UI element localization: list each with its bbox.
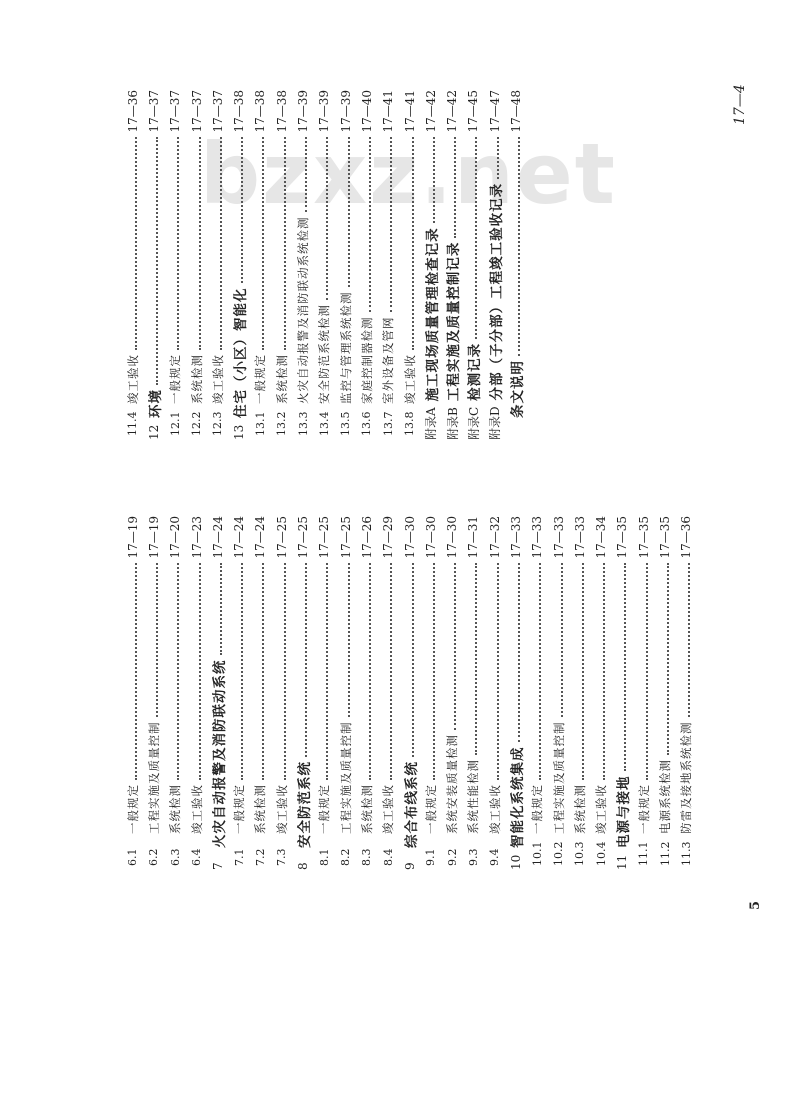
dot-leader — [688, 563, 690, 718]
toc-entry[interactable] — [420, 90, 441, 440]
toc-entry-page: 17—35 — [658, 516, 673, 559]
toc-entry-title: 竣工验收 — [381, 784, 396, 834]
dot-leader — [177, 563, 179, 780]
dot-leader — [199, 563, 201, 780]
running-head: 17—4 — [732, 84, 748, 125]
toc-entry[interactable] — [463, 90, 484, 440]
toc-entry[interactable] — [356, 516, 377, 870]
toc-entry-title: 防雷及接地系统检测 — [679, 721, 694, 834]
toc-entry[interactable] — [292, 516, 313, 870]
toc-entry-page: 17—36 — [125, 90, 140, 133]
toc-entry-page: 17—48 — [508, 90, 523, 133]
toc-entry-page: 17—38 — [232, 90, 247, 133]
toc-entry-title: 监控与管理系统检测 — [338, 291, 353, 404]
toc-entry-number: 附录A — [424, 407, 439, 440]
toc-entry-number: 8.1 — [317, 848, 331, 866]
toc-entry-title: 系统检测 — [168, 784, 183, 834]
dot-leader — [326, 563, 328, 780]
toc-entry-title: 施工现场质量管理检查记录 — [424, 227, 441, 402]
toc-entry-title: 一般规定 — [253, 354, 268, 404]
toc-entry-title: 竣工验收 — [402, 354, 417, 404]
toc-entry-title: 一般规定 — [317, 784, 332, 834]
toc-entry-title: 检测记录 — [467, 342, 484, 401]
dot-leader — [135, 137, 137, 350]
toc-entry-number: 8.4 — [381, 848, 395, 866]
dot-leader — [241, 137, 243, 284]
toc-entry[interactable] — [356, 90, 377, 440]
dot-leader — [348, 137, 350, 288]
toc-entry-title: 智能化系统集成 — [509, 746, 526, 848]
toc-entry-page: 17—19 — [146, 516, 161, 559]
toc-entry-page: 17—45 — [466, 90, 481, 133]
toc-entry-number: 13.5 — [339, 411, 353, 436]
toc-entry-title: 系统检测 — [189, 354, 204, 404]
toc-entry[interactable] — [569, 516, 590, 870]
toc-entry-title: 分部（子分部）工程竣工验收记录 — [488, 182, 505, 401]
toc-entry-page: 17—37 — [168, 90, 183, 133]
dot-leader — [433, 563, 435, 780]
toc-entry-number: 11 — [615, 854, 630, 870]
toc-entry-page: 17—25 — [338, 516, 353, 559]
dot-leader — [135, 563, 137, 780]
toc-entry-title: 一般规定 — [423, 784, 438, 834]
toc-entry-title: 工程实施及质量控制 — [551, 721, 566, 834]
dot-leader — [199, 137, 201, 350]
toc-entry[interactable] — [399, 516, 420, 870]
dot-leader — [497, 563, 499, 780]
toc-entry-number: 10 — [508, 854, 523, 870]
dot-leader — [220, 137, 222, 350]
toc-entry-number: 附录C — [466, 406, 481, 440]
dot-leader — [369, 137, 371, 313]
toc-entry[interactable] — [228, 90, 249, 440]
toc-entry-title: 工程实施及质量控制 — [146, 721, 161, 834]
toc-entry-number: 12.1 — [168, 411, 182, 436]
toc-entry-page: 17—32 — [487, 516, 502, 559]
toc-entry-page: 17—47 — [487, 90, 502, 133]
toc-entry-number: 6.3 — [168, 848, 182, 866]
toc-entry-page: 17—30 — [445, 516, 460, 559]
toc-entry-page: 17—42 — [445, 90, 460, 133]
toc-entry-number: 9 — [402, 862, 417, 870]
toc-entry[interactable] — [292, 90, 313, 440]
toc-entry[interactable] — [378, 516, 399, 870]
toc-entry[interactable] — [505, 516, 526, 870]
dot-leader — [603, 563, 605, 780]
toc-entry-title: 安全防范系统 — [297, 761, 314, 848]
dot-leader — [284, 563, 286, 780]
dot-leader — [475, 563, 477, 755]
toc-entry-page: 17—36 — [679, 516, 694, 559]
toc-entry-number: 9.4 — [488, 848, 502, 866]
toc-entry-title: 系统性能检测 — [466, 759, 481, 834]
toc-entry-number: 13.8 — [403, 411, 416, 436]
toc-entry[interactable] — [441, 516, 462, 870]
toc-entry-title: 环境 — [147, 389, 164, 418]
toc-entry-number: 8 — [296, 862, 311, 870]
toc-entry[interactable] — [612, 516, 633, 870]
dot-leader — [667, 563, 669, 755]
toc-entry-number: 6.2 — [147, 848, 161, 866]
page-number: 5 — [748, 900, 763, 910]
dot-leader — [220, 563, 222, 656]
toc-entry-number: 12.3 — [211, 411, 225, 436]
toc-entry-title: 一般规定 — [168, 354, 183, 404]
toc-entry-page: 17—38 — [274, 90, 289, 133]
dot-leader — [390, 563, 392, 780]
dot-leader — [475, 137, 477, 339]
toc-entry-number: 13.6 — [360, 411, 374, 436]
toc-entry-page: 17—31 — [466, 516, 481, 559]
toc-entry-number: 13.3 — [296, 411, 310, 436]
toc-entry-title: 室外设备及管网 — [381, 316, 396, 404]
toc-entry[interactable] — [228, 516, 249, 870]
toc-entry-number: 附录D — [488, 406, 503, 440]
toc-entry-number: 11.1 — [637, 841, 651, 866]
toc-entry-title: 系统安装质量检测 — [445, 734, 460, 834]
toc-entry-page: 17—25 — [296, 516, 311, 559]
toc-entry-page: 17—20 — [168, 516, 183, 559]
toc-entry-title: 工程实施及质量控制记录 — [446, 241, 463, 402]
toc-entry-title: 家庭控制器检测 — [359, 316, 374, 404]
toc-entry-page: 17—29 — [381, 516, 396, 559]
toc-entry[interactable] — [484, 90, 505, 440]
toc-entry-title: 系统检测 — [274, 354, 289, 404]
toc-entry-page: 17—24 — [232, 516, 247, 559]
toc-entry-page: 17—25 — [274, 516, 289, 559]
toc-entry-title: 住宅（小区）智能化 — [233, 287, 250, 418]
toc-entry-number: 10.1 — [530, 841, 544, 866]
toc-entry-title: 竣工验收 — [274, 784, 289, 834]
toc-entry-title: 系统检测 — [253, 784, 268, 834]
toc-entry-page: 17—33 — [530, 516, 545, 559]
toc-entry[interactable] — [165, 90, 186, 440]
watermark: bzxz.net — [200, 125, 617, 223]
toc-entry[interactable] — [527, 516, 548, 870]
dot-leader — [624, 563, 626, 772]
toc-entry-number: 11.3 — [679, 841, 693, 866]
toc-entry-title: 系统检测 — [572, 784, 587, 834]
toc-entry-title: 条文说明 — [509, 360, 526, 418]
dot-leader — [518, 137, 520, 356]
toc-entry[interactable] — [548, 516, 569, 870]
toc-entry[interactable] — [207, 516, 228, 870]
toc-entry-title: 系统检测 — [359, 784, 374, 834]
dot-leader — [326, 137, 328, 300]
dot-leader — [497, 137, 499, 179]
dot-leader — [518, 563, 520, 743]
toc-entry-page: 17—41 — [381, 90, 396, 133]
toc-entry-number: 13.1 — [253, 411, 267, 436]
dot-leader — [348, 563, 350, 718]
toc-entry-number: 11.4 — [126, 411, 140, 436]
toc-entry-title: 一般规定 — [232, 784, 247, 834]
toc-entry[interactable] — [122, 90, 143, 440]
toc-entry-page: 17—38 — [253, 90, 268, 133]
toc-entry-number: 13.7 — [381, 411, 395, 436]
toc-entry[interactable] — [314, 516, 335, 870]
dot-leader — [156, 563, 158, 718]
toc-entry-page: 17—25 — [317, 516, 332, 559]
toc-column-1 — [122, 516, 697, 870]
toc-entry-page: 17—41 — [402, 90, 417, 133]
toc-entry-number: 12 — [146, 424, 161, 440]
toc-entry-page: 17—33 — [572, 516, 587, 559]
toc-entry-number: 13.4 — [317, 411, 331, 436]
toc-entry-page: 17—34 — [594, 516, 609, 559]
dot-leader — [412, 563, 414, 757]
toc-entry-page: 17—37 — [210, 90, 225, 133]
toc-entry-title: 竣工验收 — [487, 784, 502, 834]
toc-entry-page: 17—37 — [146, 90, 161, 133]
toc-entry-page: 17—19 — [125, 516, 140, 559]
dot-leader — [390, 137, 392, 313]
toc-entry[interactable] — [271, 516, 292, 870]
toc-entry-title: 一般规定 — [636, 784, 651, 834]
toc-entry[interactable] — [335, 90, 356, 440]
dot-leader — [305, 137, 307, 213]
toc-entry-page: 17—30 — [423, 516, 438, 559]
toc-entry-page: 17—30 — [402, 516, 417, 559]
toc-entry-title: 综合布线系统 — [403, 761, 420, 848]
toc-entry-number: 13 — [232, 424, 247, 440]
toc-entry-title: 竣工验收 — [125, 354, 140, 404]
toc-entry[interactable] — [314, 90, 335, 440]
dot-leader — [156, 137, 158, 385]
toc-entry-number: 6.4 — [190, 848, 204, 866]
toc-entry-number: 10.3 — [573, 841, 587, 866]
toc-entry-number: 7.2 — [253, 848, 267, 866]
toc-entry-page: 17—39 — [296, 90, 311, 133]
toc-entry[interactable] — [463, 516, 484, 870]
toc-entry-page: 17—42 — [423, 90, 438, 133]
toc-entry[interactable] — [420, 516, 441, 870]
toc-entry[interactable] — [143, 90, 164, 440]
dot-leader — [241, 563, 243, 780]
dot-leader — [646, 563, 648, 780]
dot-leader — [369, 563, 371, 780]
toc-entry[interactable] — [250, 90, 271, 440]
toc-entry-title: 工程实施及质量控制 — [338, 721, 353, 834]
toc-entry[interactable] — [633, 516, 654, 870]
toc-entry[interactable] — [484, 516, 505, 870]
toc-entry[interactable] — [165, 516, 186, 870]
toc-entry-page: 17—39 — [338, 90, 353, 133]
toc-entry-number: 10.4 — [594, 841, 608, 866]
dot-leader — [454, 137, 456, 238]
toc-entry-title: 一般规定 — [125, 784, 140, 834]
toc-entry-title: 安全防范系统检测 — [317, 304, 332, 404]
toc-entry-title: 竣工验收 — [189, 784, 204, 834]
toc-entry[interactable] — [250, 516, 271, 870]
toc-entry-number: 7.3 — [275, 848, 289, 866]
toc-entry[interactable] — [505, 90, 526, 440]
toc-entry-number: 12.2 — [190, 411, 204, 436]
toc-entry[interactable] — [654, 516, 675, 870]
toc-entry-title: 电源与接地 — [616, 775, 633, 848]
dot-leader — [454, 563, 456, 730]
toc-entry-number: 8.3 — [360, 848, 374, 866]
toc-entry-title: 火灾自动报警及消防联动系统 — [211, 659, 228, 848]
dot-leader — [582, 563, 584, 780]
toc-entry-page: 17—24 — [253, 516, 268, 559]
toc-entry-title: 竣工验收 — [594, 784, 609, 834]
toc-entry[interactable] — [186, 90, 207, 440]
toc-entry-page: 17—35 — [615, 516, 630, 559]
toc-entry[interactable] — [591, 516, 612, 870]
toc-entry-title: 一般规定 — [530, 784, 545, 834]
toc-entry-number: 7 — [210, 862, 225, 870]
dot-leader — [262, 137, 264, 350]
toc-entry[interactable] — [441, 90, 462, 440]
toc-entry-page: 17—33 — [551, 516, 566, 559]
toc-entry-number: 6.1 — [126, 848, 140, 866]
dot-leader — [284, 137, 286, 350]
dot-leader — [539, 563, 541, 780]
dot-leader — [305, 563, 307, 757]
toc-entry-number: 9.3 — [466, 848, 480, 866]
toc-entry[interactable] — [378, 90, 399, 440]
toc-entry-page: 17—23 — [189, 516, 204, 559]
toc-entry-number: 7.1 — [232, 848, 246, 866]
dot-leader — [561, 563, 563, 718]
toc-entry[interactable] — [335, 516, 356, 870]
toc-entry-page: 17—39 — [317, 90, 332, 133]
toc-entry-number: 9.1 — [424, 848, 438, 866]
toc-entry-number: 11.2 — [658, 841, 672, 866]
toc-entry[interactable] — [399, 90, 420, 440]
toc-entry-page: 17—33 — [508, 516, 523, 559]
toc-entry[interactable] — [207, 90, 228, 440]
toc-entry-number: 附录B — [445, 407, 460, 440]
toc-entry-page: 17—35 — [636, 516, 651, 559]
dot-leader — [262, 563, 264, 780]
toc-entry[interactable] — [186, 516, 207, 870]
toc-entry-page: 17—26 — [359, 516, 374, 559]
dot-leader — [177, 137, 179, 350]
toc-entry-page: 17—40 — [359, 90, 374, 133]
toc-entry[interactable] — [271, 90, 292, 440]
toc-column-2 — [122, 90, 527, 440]
toc-entry-number: 13.2 — [275, 411, 289, 436]
dot-leader — [412, 137, 414, 350]
toc-entry[interactable] — [676, 516, 697, 870]
toc-entry-page: 17—37 — [189, 90, 204, 133]
toc-entry-number: 8.2 — [339, 848, 353, 866]
toc-entry-title: 竣工验收 — [210, 354, 225, 404]
dot-leader — [433, 137, 435, 224]
toc-entry-title: 电源系统检测 — [658, 759, 673, 834]
toc-entry[interactable] — [122, 516, 143, 870]
toc-entry-number: 10.2 — [552, 841, 566, 866]
toc-entry-number: 9.2 — [445, 848, 459, 866]
toc-entry-title: 火灾自动报警及消防联动系统检测 — [296, 216, 311, 404]
toc-entry-page: 17—24 — [210, 516, 225, 559]
toc-entry[interactable] — [143, 516, 164, 870]
